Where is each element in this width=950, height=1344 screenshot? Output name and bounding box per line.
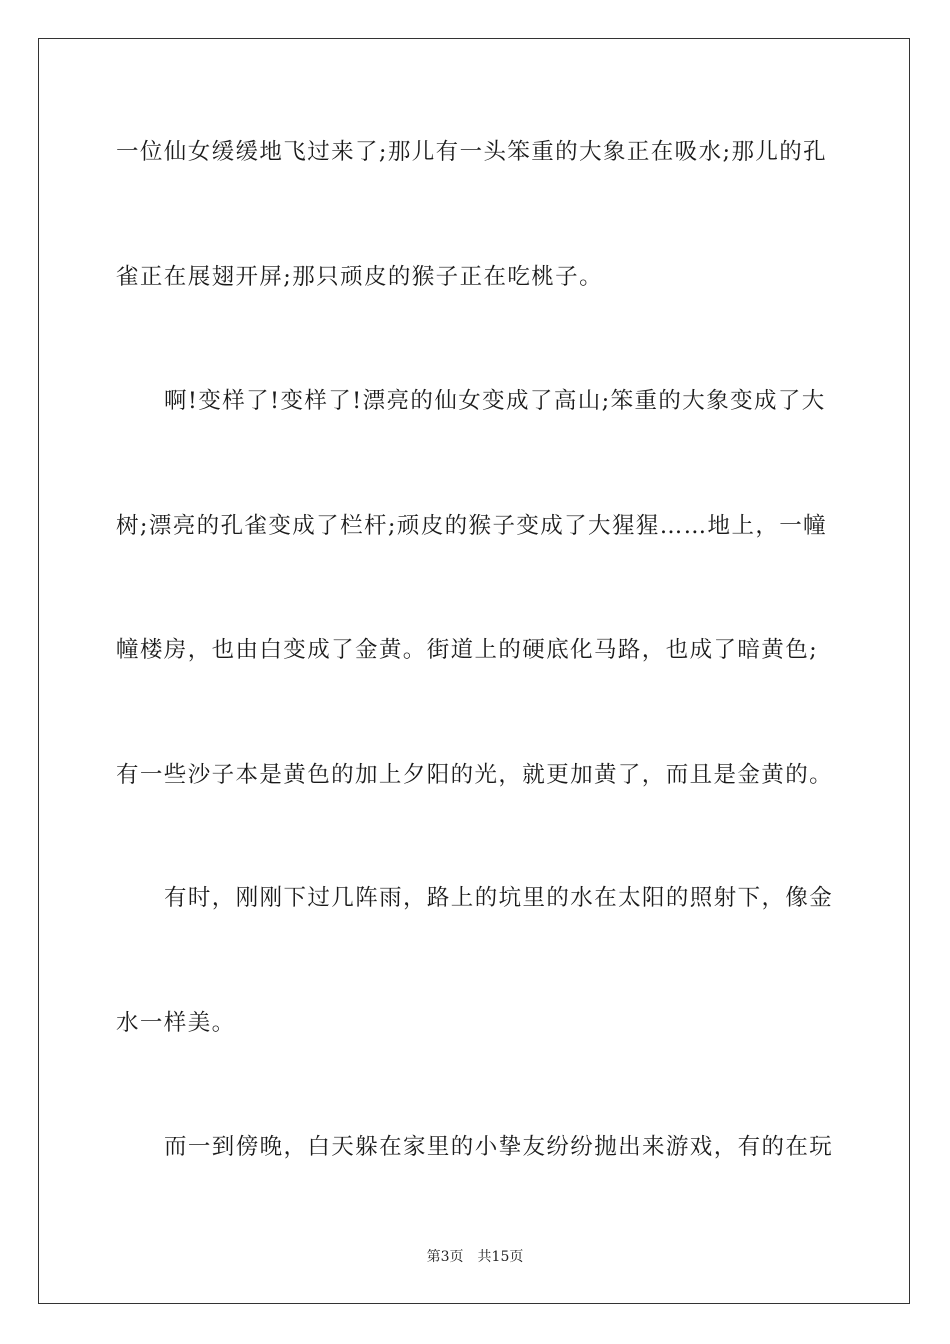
text-line-2: 雀正在展翅开屏;那只顽皮的猴子正在吃桃子。 <box>116 264 603 290</box>
page-footer <box>0 1247 950 1267</box>
text-line-8: 水一样美。 <box>116 1010 236 1036</box>
text-line-9: 而一到傍晚，白天躲在家里的小挚友纷纷抛出来游戏，有的在玩 <box>164 1134 834 1160</box>
text-line-7: 有时，刚刚下过几阵雨，路上的坑里的水在太阳的照射下，像金 <box>164 885 834 911</box>
page-border <box>38 38 910 1304</box>
page-total: 共15页 <box>477 1249 524 1265</box>
text-line-3: 啊!变样了!变样了!漂亮的仙女变成了高山;笨重的大象变成了大 <box>164 388 826 414</box>
text-line-4: 树;漂亮的孔雀变成了栏杆;顽皮的猴子变成了大猩猩……地上，一幢 <box>116 513 828 539</box>
text-line-6: 有一些沙子本是黄色的加上夕阳的光，就更加黄了，而且是金黄的。 <box>116 762 834 788</box>
text-line-1: 一位仙女缓缓地飞过来了;那儿有一头笨重的大象正在吸水;那儿的孔 <box>116 139 828 165</box>
page-number: 第3页 <box>426 1249 464 1265</box>
text-line-5: 幢楼房，也由白变成了金黄。街道上的硬底化马路，也成了暗黄色; <box>116 637 819 663</box>
